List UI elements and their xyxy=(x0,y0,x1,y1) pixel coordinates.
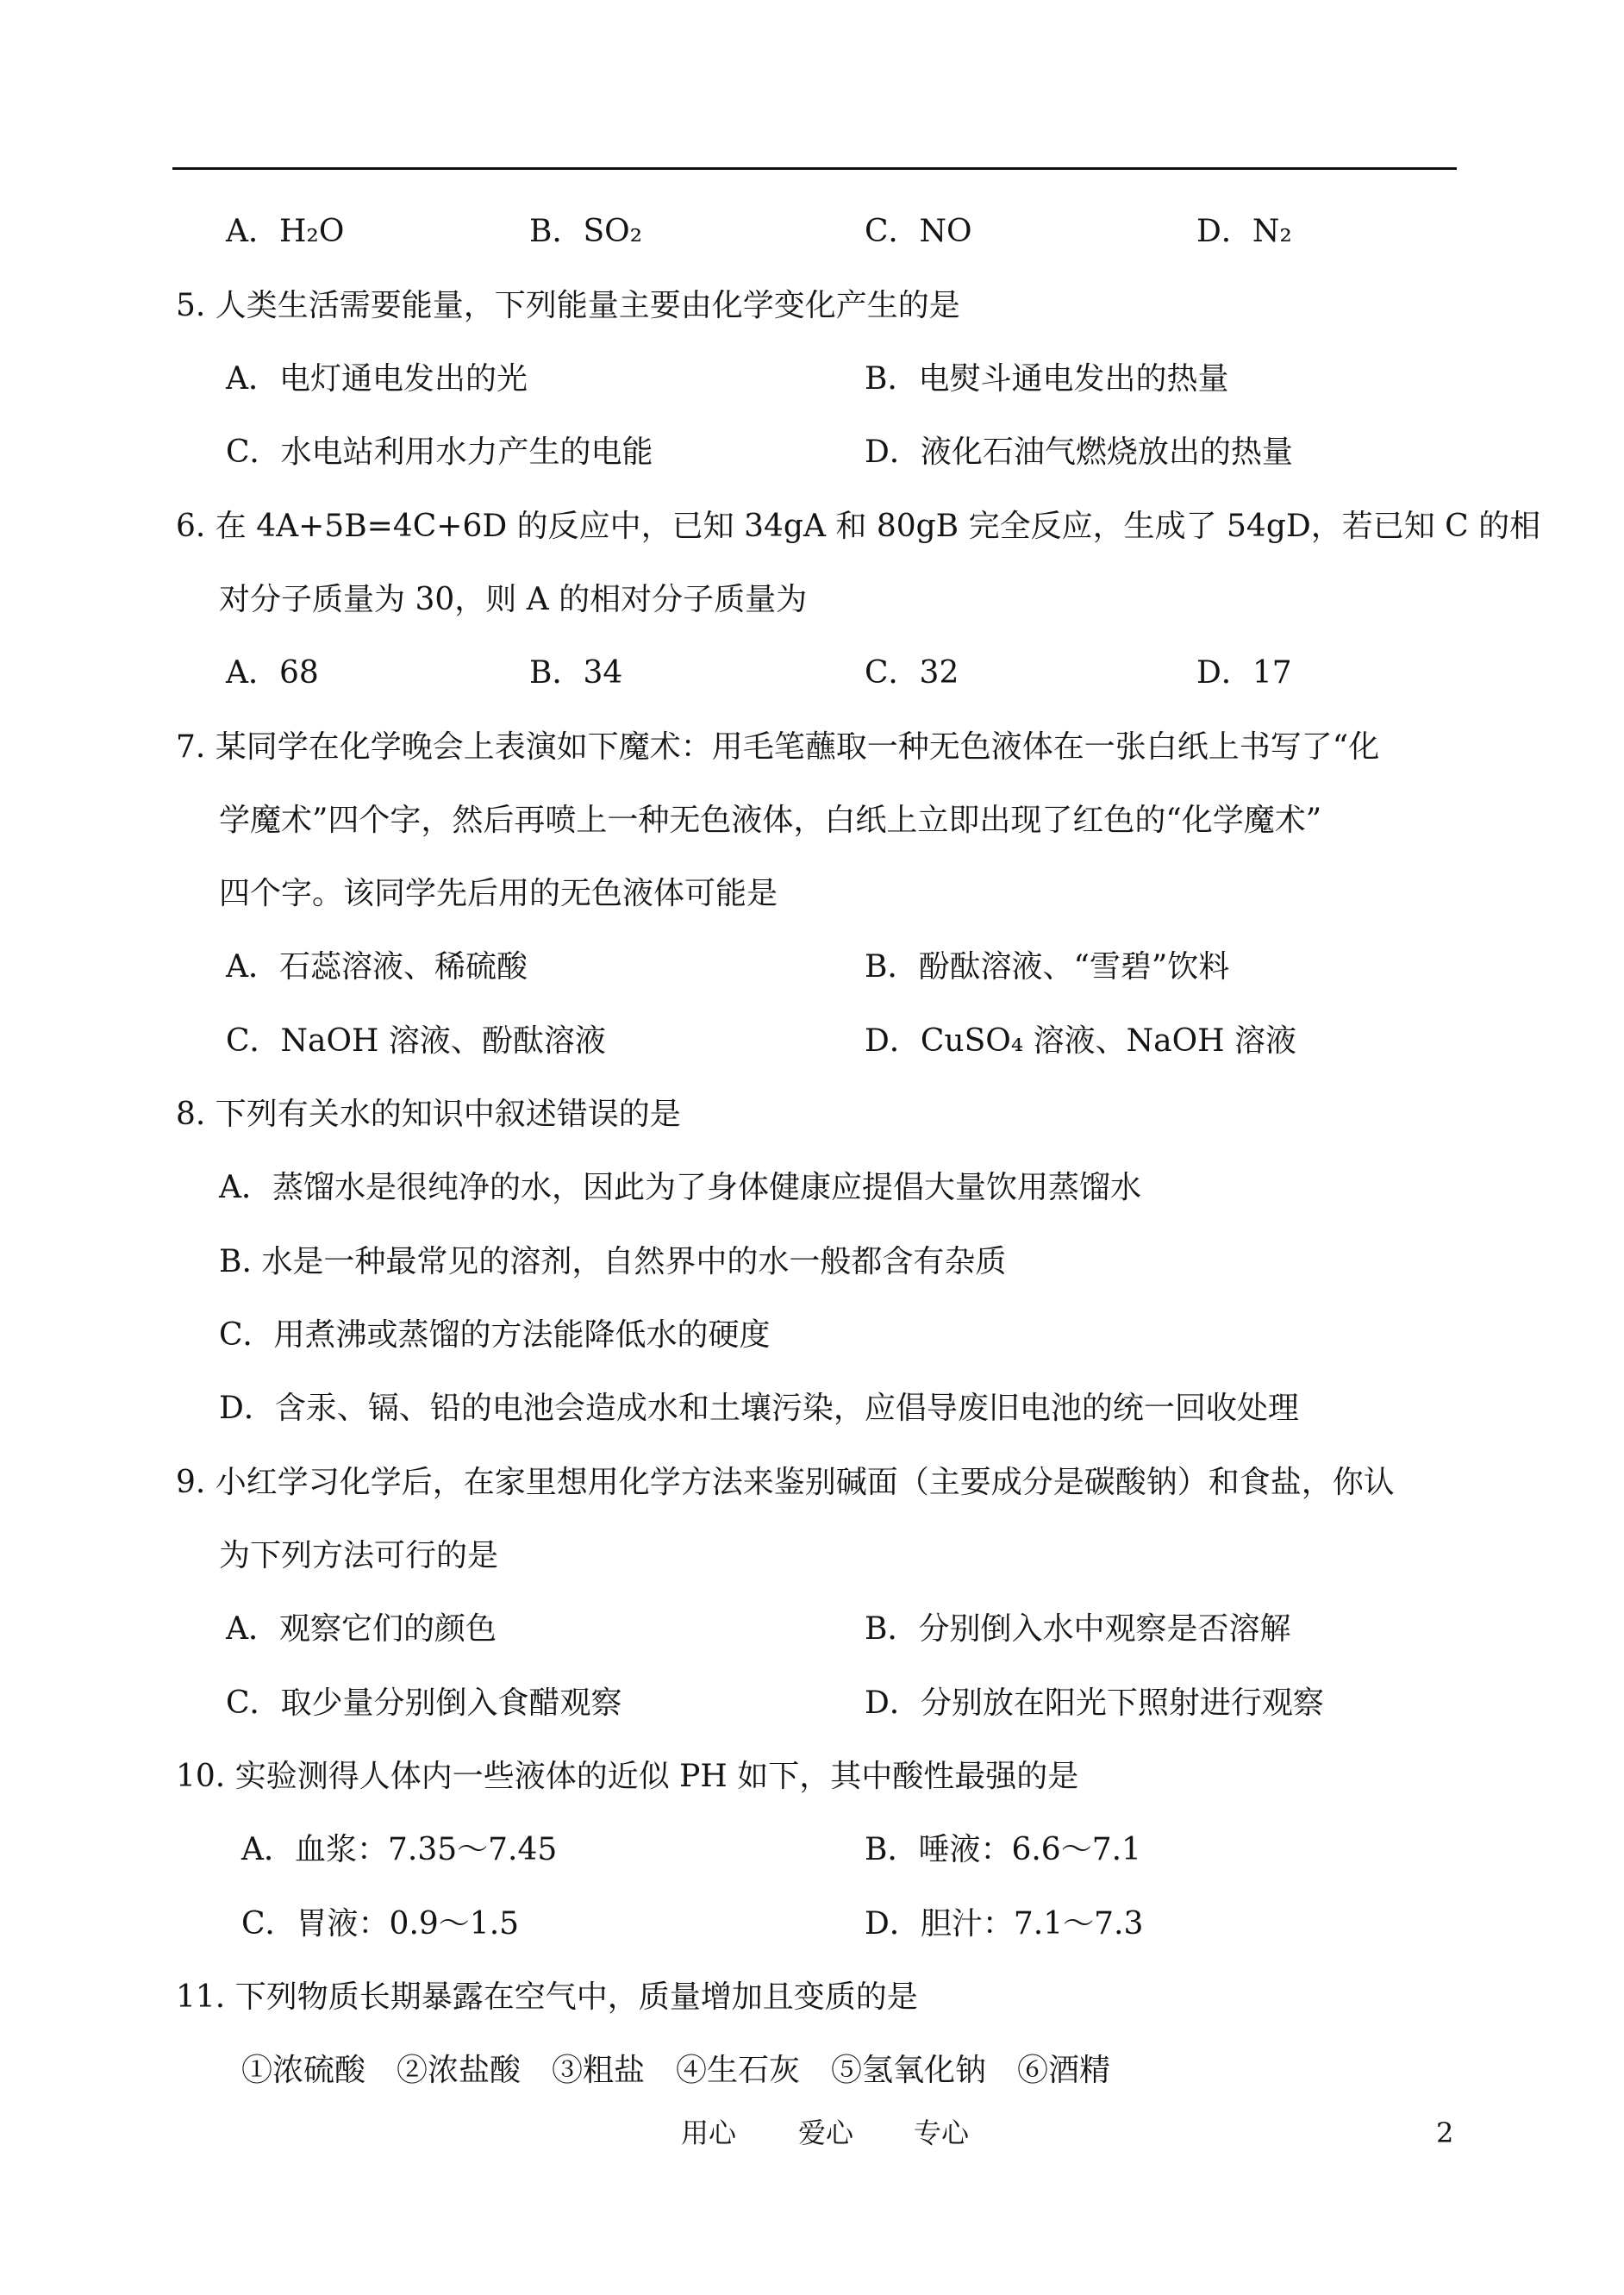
q7-option-c: C．NaOH 溶液、酚酞溶液 xyxy=(226,1023,606,1059)
q7-option-b: B．酚酞溶液、“雪碧”饮料 xyxy=(865,949,1230,985)
q5-stem: 5. 人类生活需要能量，下列能量主要由化学变化产生的是 xyxy=(176,288,960,323)
q10-option-b: B．唾液：6.6～7.1 xyxy=(865,1832,1141,1867)
q6-option-a: A．68 xyxy=(226,655,319,691)
header-rule xyxy=(172,167,1457,170)
q7-stem-line2: 学魔术”四个字，然后再喷上一种无色液体，白纸上立即出现了红色的“化学魔术” xyxy=(219,803,1322,838)
q10-option-d: D．胆汁：7.1～7.3 xyxy=(865,1906,1144,1942)
q5-option-b: B．电熨斗通电发出的热量 xyxy=(865,361,1229,397)
q6-stem-line1: 6. 在 4A+5B=4C+6D 的反应中，已知 34gA 和 80gB 完全反应，生成了 54gD，若已知 C 的相 xyxy=(176,509,1541,544)
q10-stem: 10. 实验测得人体内一些液体的近似 PH 如下，其中酸性最强的是 xyxy=(176,1759,1079,1794)
q7-stem-line3: 四个字。该同学先后用的无色液体可能是 xyxy=(219,876,778,911)
q4-option-b: B．SO₂ xyxy=(529,214,643,249)
q8-stem: 8. 下列有关水的知识中叙述错误的是 xyxy=(176,1097,681,1132)
q4-option-a: A．H₂O xyxy=(226,214,345,249)
footer-motto-1: 用心 xyxy=(681,2117,737,2149)
q5-option-d: D．液化石油气燃烧放出的热量 xyxy=(865,435,1293,470)
q9-stem-line2: 为下列方法可行的是 xyxy=(219,1538,499,1573)
q11-items: ①浓硫酸 ②浓盐酸 ③粗盐 ④生石灰 ⑤氢氧化钠 ⑥酒精 xyxy=(241,2053,1111,2088)
q6-option-c: C．32 xyxy=(865,655,959,691)
q8-option-b: B. 水是一种最常见的溶剂，自然界中的水一般都含有杂质 xyxy=(219,1244,1007,1279)
q11-stem: 11. 下列物质长期暴露在空气中，质量增加且变质的是 xyxy=(176,1979,918,2015)
page-number: 2 xyxy=(1436,2117,1454,2149)
footer-motto-2: 爱心 xyxy=(798,2117,854,2149)
q8-option-a: A．蒸馏水是很纯净的水，因此为了身体健康应提倡大量饮用蒸馏水 xyxy=(219,1170,1141,1205)
q10-option-c: C．胃液：0.9～1.5 xyxy=(241,1906,520,1942)
q9-stem-line1: 9. 小红学习化学后，在家里想用化学方法来鉴别碱面（主要成分是碳酸钠）和食盐，你认 xyxy=(176,1465,1395,1500)
q9-option-a: A．观察它们的颜色 xyxy=(226,1611,497,1647)
q4-option-c: C．NO xyxy=(865,214,972,249)
q8-option-c: C．用煮沸或蒸馏的方法能降低水的硬度 xyxy=(219,1317,771,1353)
q6-option-b: B．34 xyxy=(529,655,623,691)
q9-option-b: B．分别倒入水中观察是否溶解 xyxy=(865,1611,1291,1647)
q5-option-a: A．电灯通电发出的光 xyxy=(226,361,528,397)
q4-option-d: D．N₂ xyxy=(1196,214,1292,249)
q9-option-d: D．分别放在阳光下照射进行观察 xyxy=(865,1685,1324,1721)
q6-stem-line2: 对分子质量为 30，则 A 的相对分子质量为 xyxy=(219,582,808,617)
footer-motto-3: 专心 xyxy=(914,2117,970,2149)
q7-option-d: D．CuSO₄ 溶液、NaOH 溶液 xyxy=(865,1023,1296,1059)
q7-stem-line1: 7. 某同学在化学晚会上表演如下魔术：用毛笔蘸取一种无色液体在一张白纸上书写了“化 xyxy=(176,729,1380,765)
q10-option-a: A．血浆：7.35～7.45 xyxy=(241,1832,558,1867)
q7-option-a: A．石蕊溶液、稀硫酸 xyxy=(226,949,528,985)
q9-option-c: C．取少量分别倒入食醋观察 xyxy=(226,1685,622,1721)
q6-option-d: D．17 xyxy=(1196,655,1292,691)
q8-option-d: D．含汞、镉、铅的电池会造成水和土壤污染，应倡导废旧电池的统一回收处理 xyxy=(219,1391,1299,1426)
q5-option-c: C．水电站利用水力产生的电能 xyxy=(226,435,653,470)
